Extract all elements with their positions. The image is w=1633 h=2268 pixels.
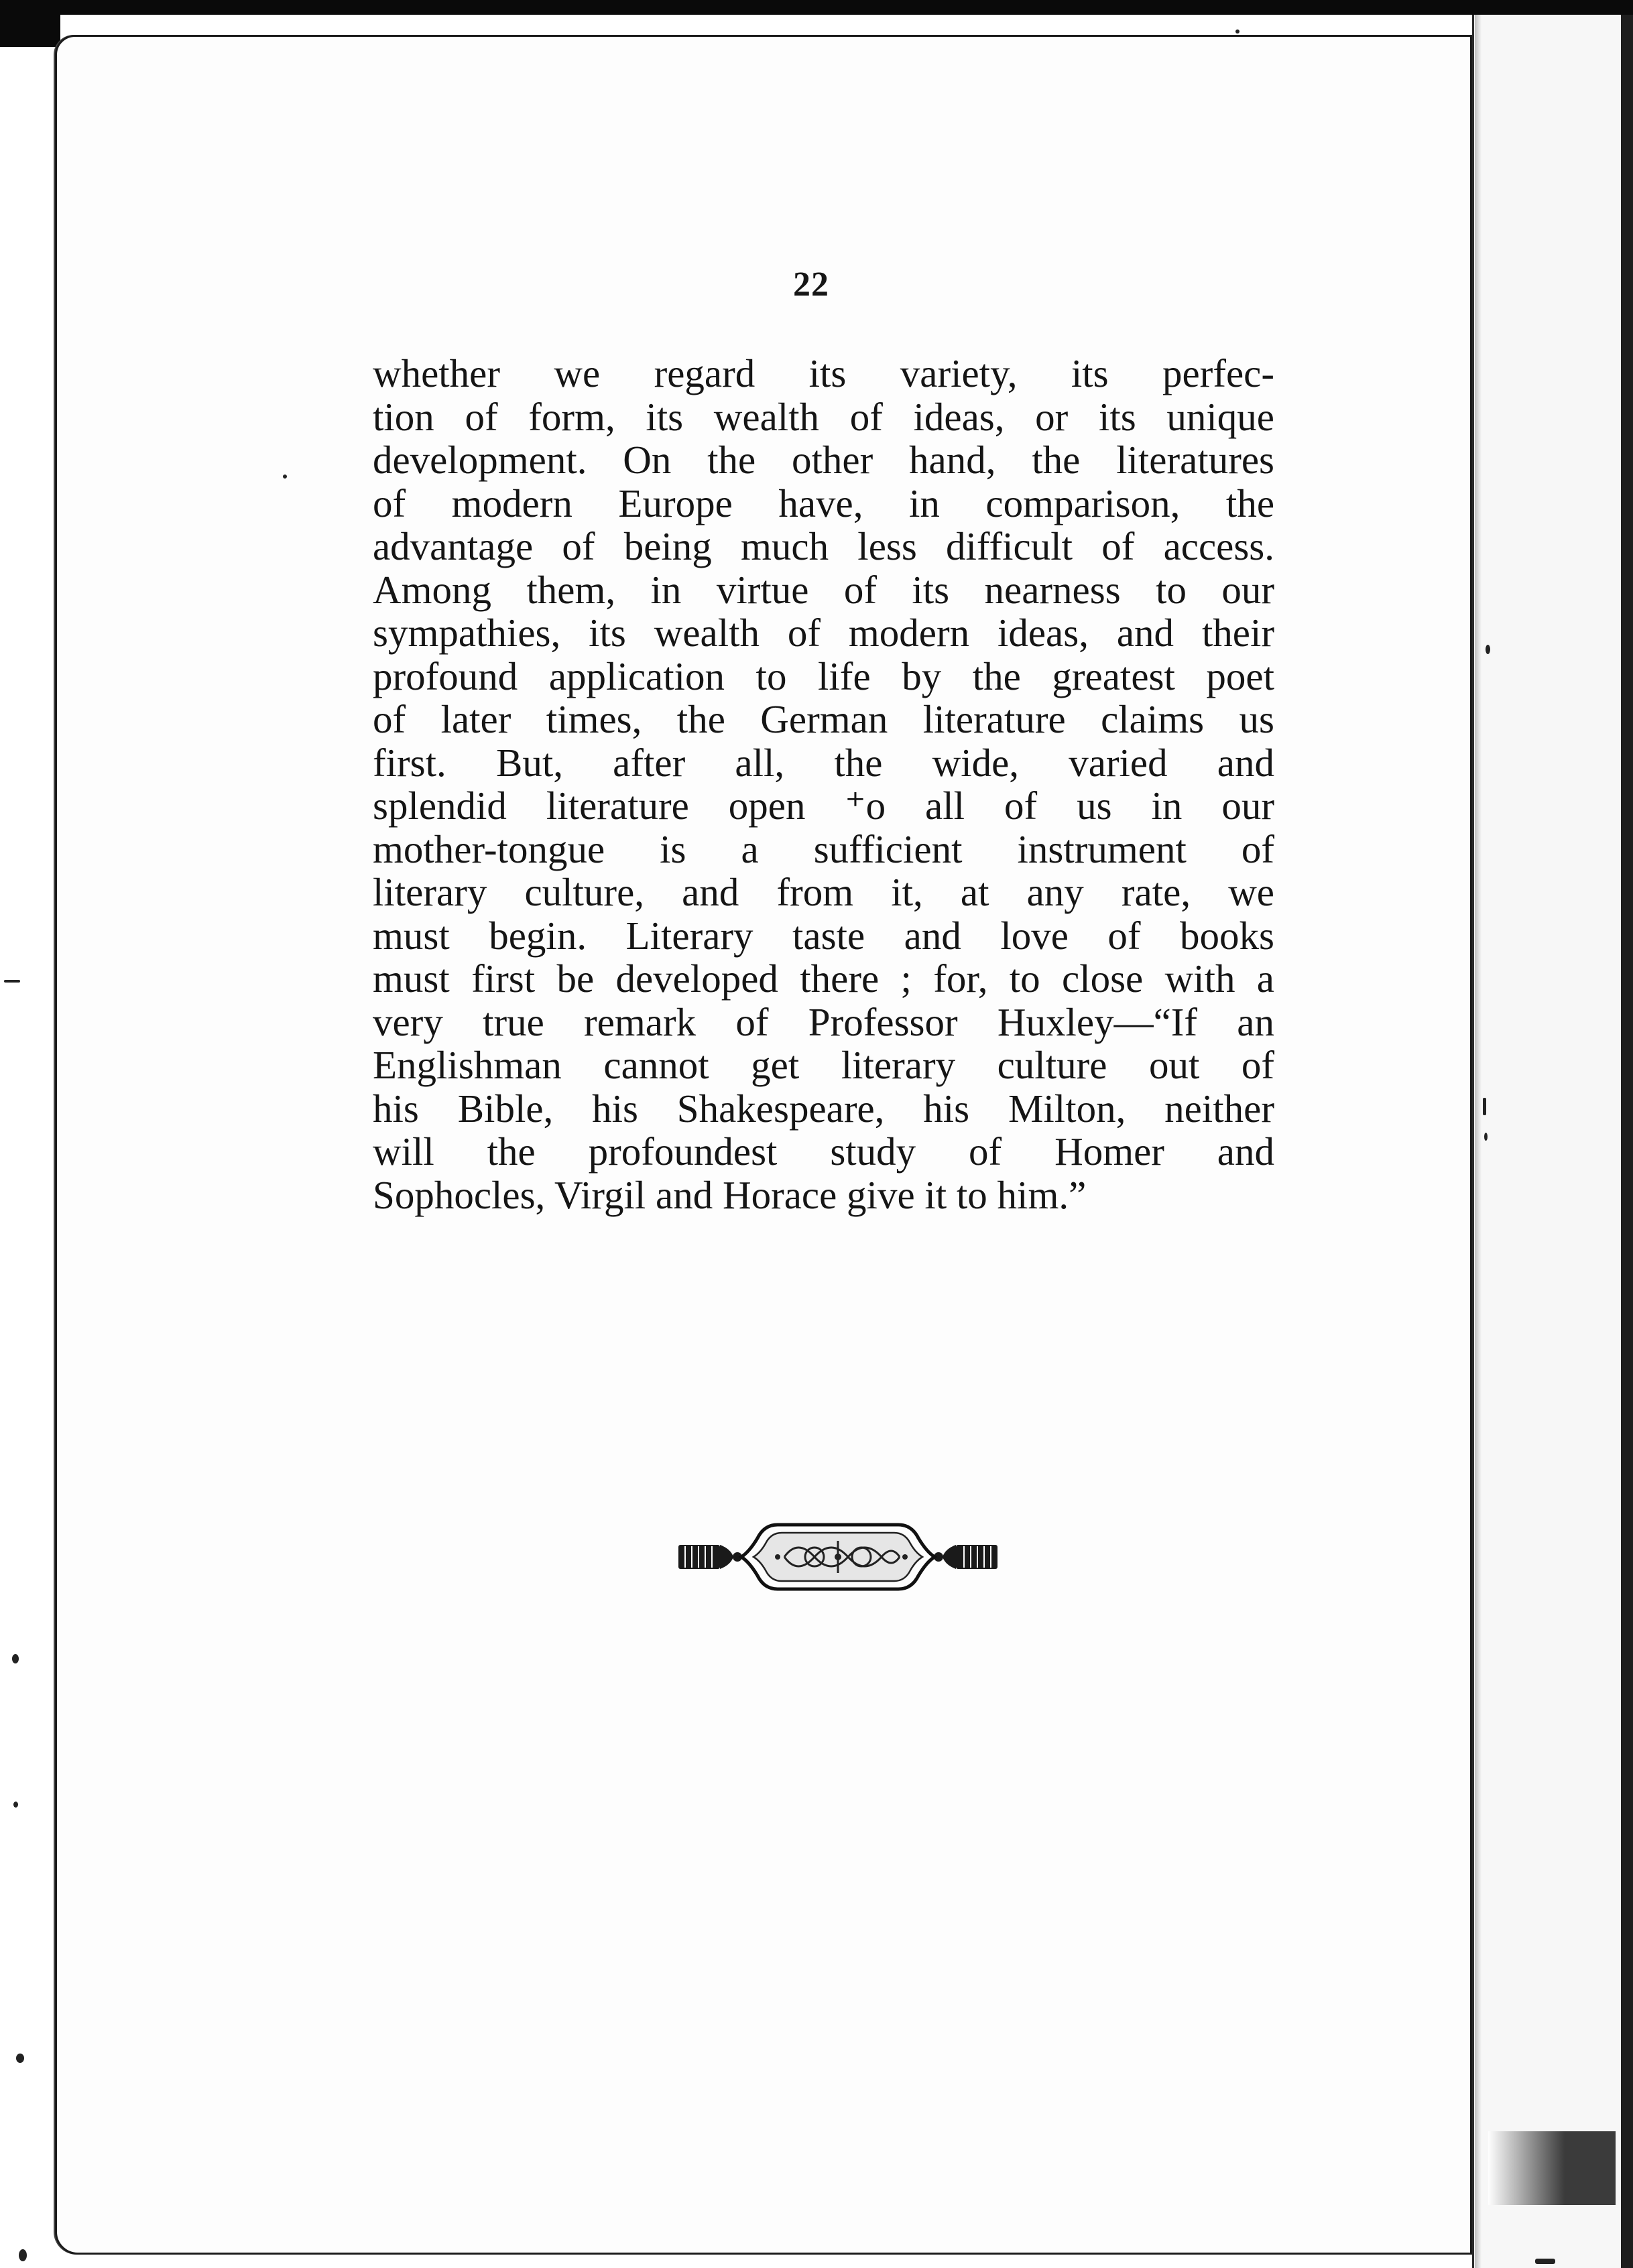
scan-speck (283, 475, 287, 479)
text-line: Sophocles, Virgil and Horace give it to him.” (373, 1172, 1087, 1217)
text-line: mother-tongue is a sufficient instrument of (373, 826, 1274, 871)
text-line: must first be developed there ; for, to close with a (373, 956, 1274, 1001)
scan-speck (1235, 29, 1239, 34)
scan-speck (1535, 2259, 1555, 2264)
adjacent-page-edge (1472, 15, 1633, 2268)
scan-speck (1484, 1133, 1488, 1141)
scan-speck (1486, 645, 1490, 654)
text-line: Among them, in virtue of its nearness to our (373, 567, 1274, 612)
text-line: very true remark of Professor Huxley—“If an (373, 999, 1274, 1044)
text-line: splendid literature open ⁺o all of us in our (373, 783, 1274, 828)
scan-speck (4, 980, 20, 983)
text-line: whether we regard its variety, its perfec- (373, 351, 1274, 395)
page-gutter-shadow (1475, 15, 1481, 2268)
text-line: development. On the other hand, the literatures (373, 438, 1274, 482)
text-line: advantage of being much less difficult of access. (373, 524, 1274, 568)
scan-speck (13, 1802, 18, 1808)
scan-border-right (1621, 15, 1633, 2268)
page-number: 22 (793, 265, 829, 304)
scan-border-corner (0, 0, 60, 47)
text-line: his Bible, his Shakespeare, his Milton, neither (373, 1086, 1274, 1131)
text-line: profound application to life by the greatest poet (373, 653, 1274, 698)
text-line: must begin. Literary taste and love of books (373, 913, 1274, 958)
text-line: sympathies, its wealth of modern ideas, and their (373, 611, 1274, 655)
text-line: Englishman cannot get literary culture out of (373, 1043, 1274, 1087)
text-line: of modern Europe have, in comparison, the (373, 481, 1274, 525)
text-line: literary culture, and from it, at any rate, we (373, 870, 1274, 914)
scan-speck (16, 2054, 24, 2063)
body-paragraph (373, 352, 1274, 1216)
scan-speck (19, 2249, 27, 2261)
scan-border-top (0, 0, 1633, 15)
scan-speck (12, 1654, 19, 1663)
text-line: first. But, after all, the wide, varied and (373, 740, 1274, 785)
tailpiece-ornament-icon (677, 1511, 999, 1602)
text-line: tion of form, its wealth of ideas, or its unique (373, 394, 1274, 439)
text-line: will the profoundest study of Homer and (373, 1129, 1274, 1174)
scan-speck (1488, 2131, 1616, 2205)
scan-speck (1483, 1098, 1486, 1115)
text-line: of later times, the German literature claims us (373, 697, 1274, 741)
